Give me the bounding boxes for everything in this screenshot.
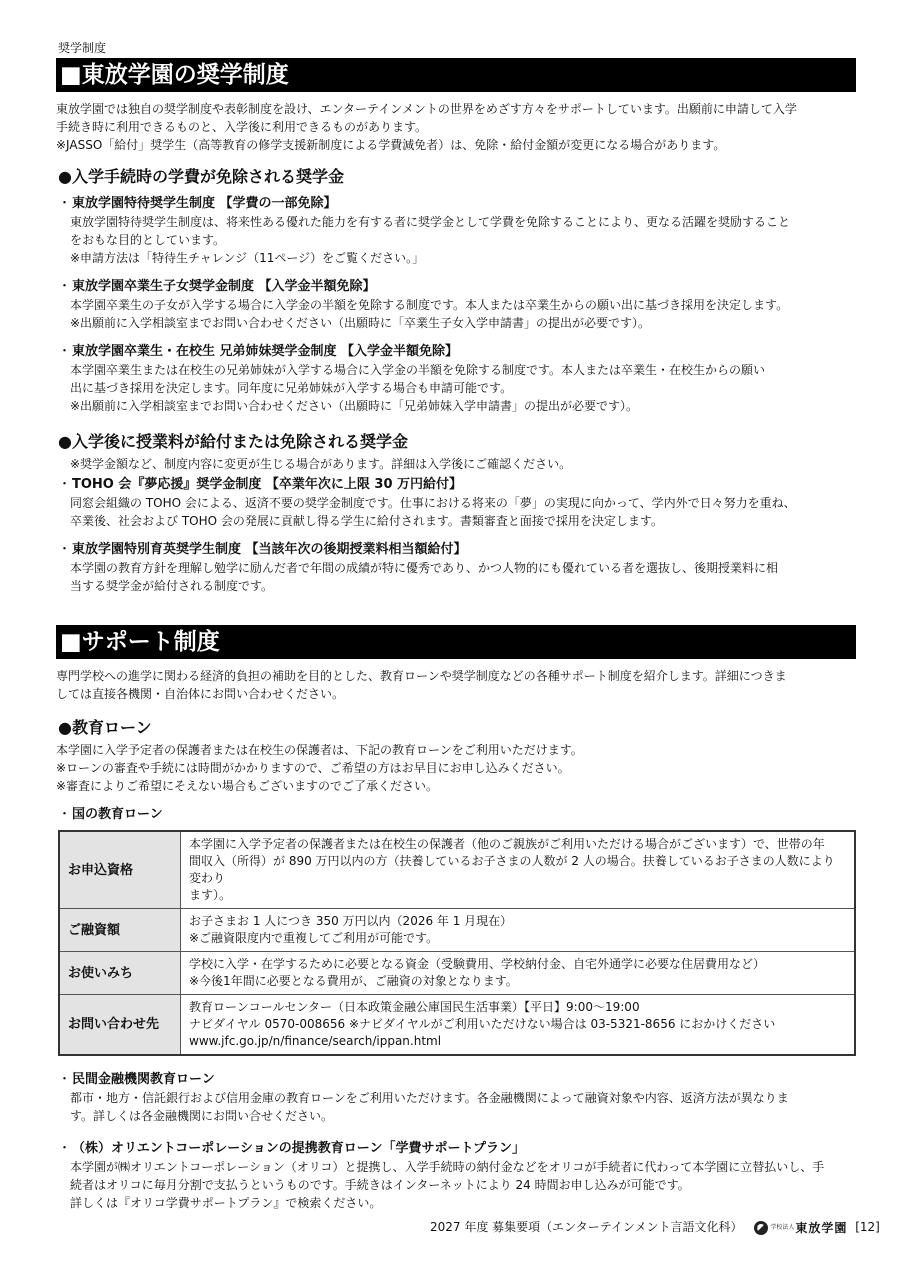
item-line: 本学園が㈱オリエントコーポレーション（オリコ）と提携し、入学手続時の納付金などをオリコが手続者に代わって本学園に立替払いし、手 bbox=[70, 1160, 825, 1174]
national-loan-table bbox=[58, 830, 856, 1056]
loan-intro-line: 本学園に入学予定者の保護者または在校生の保護者は、下記の教育ローンをご利用いただけます。 bbox=[56, 743, 583, 757]
item-body bbox=[56, 494, 856, 530]
item-body bbox=[56, 296, 856, 332]
item-line: 当する奨学金が給付される制度です。 bbox=[70, 579, 274, 593]
table-row bbox=[59, 995, 855, 1056]
item-line: 東放学園特待奨学生制度は、将来性ある優れた能力を有する者に奨学金として学費を免除することにより、更なる活躍を奨励すること bbox=[70, 215, 791, 229]
page-number: [12] bbox=[855, 1220, 880, 1234]
item-title: 東放学園卒業生子女奨学金制度 【入学金半額免除】 bbox=[72, 279, 376, 294]
running-head: 奨学制度 bbox=[58, 41, 107, 55]
scholarship-item bbox=[56, 342, 856, 415]
section2-intro bbox=[56, 667, 856, 703]
item-body bbox=[56, 213, 856, 267]
section1-intro bbox=[56, 100, 856, 154]
national-loan bbox=[56, 805, 856, 1056]
loan-item bbox=[56, 1139, 856, 1212]
item-line: 同窓会組織の TOHO 会による、返済不要の奨学金制度です。仕事における将来の「夢」の実現に向かって、学内外で日々努力を重ね、 bbox=[70, 496, 796, 510]
item-body bbox=[56, 1158, 856, 1212]
item-body bbox=[56, 1089, 856, 1125]
scholarship-item bbox=[56, 540, 856, 595]
school-logo-icon bbox=[754, 1221, 768, 1235]
loan-item bbox=[56, 1070, 856, 1125]
row-content: 教育ローンコールセンター（日本政策金融公庫国民生活事業）【平日】9:00～19:00 ナビダイヤル 0570-008656 ※ナビダイヤルがご利用いただけない場合は 03-5321-8656 におかけください www.jfc.go.jp/n/finance/search/ippan.html bbox=[181, 995, 856, 1056]
row-label: お使いみち bbox=[59, 952, 181, 995]
group2-note: ※奨学金額など、制度内容に変更が生じる場合があります。詳細は入学後にご確認ください。 bbox=[70, 457, 572, 471]
group1-heading: ●入学手続時の学費が免除される奨学金 bbox=[58, 167, 344, 186]
table-row bbox=[59, 952, 855, 995]
logo-small-text: 学校法人 bbox=[770, 1224, 795, 1231]
item-line: 出に基づき採用を決定します。同年度に兄弟姉妹が入学する場合も申請可能です。 bbox=[70, 381, 513, 395]
item-line: 続者はオリコに毎月分割で支払うというものです。手続きはインターネットにより 24 時間お申し込みが可能です。 bbox=[70, 1178, 690, 1192]
item-line: 本学園の教育方針を理解し勉学に励んだ者で年間の成績が特に優秀であり、かつ人物的にも優れている者を選抜し、後期授業料に相 bbox=[70, 561, 779, 575]
section-title-scholarship: ■東放学園の奨学制度 bbox=[56, 58, 856, 92]
loan-intro bbox=[56, 741, 856, 795]
item-line: 都市・地方・信託銀行および信用金庫の教育ローンをご利用いただけます。各金融機関によって融資対象や内容、返済方法が異なりま bbox=[70, 1091, 789, 1105]
item-body bbox=[56, 559, 856, 595]
intro-line: 専門学校への進学に関わる経済的負担の補助を目的とした、教育ローンや奨学制度などの各種サポート制度を紹介します。詳細につきま bbox=[56, 669, 787, 683]
scholarship-item bbox=[56, 194, 856, 267]
loan-heading: ●教育ローン bbox=[58, 718, 152, 737]
item-line: 本学園卒業生の子女が入学する場合に入学金の半額を免除する制度です。本人または卒業生からの願い出に基づき採用を決定します。 bbox=[70, 298, 789, 312]
loan-intro-note: ※審査によりご希望にそえない場合もございますのでご了承ください。 bbox=[56, 779, 439, 793]
row-content: 本学園に入学予定者の保護者または在校生の保護者（他のご親族がご利用いただける場合がございます）で、世帯の年 間収入（所得）が 890 万円以内の方（扶養しているお子さまの人数が 2 人の場合。扶養しているお子さまの人数により変わり ます）。 bbox=[181, 831, 856, 909]
footer bbox=[430, 1218, 880, 1237]
bullet-icon: ・ bbox=[58, 542, 72, 557]
bullet-icon: ・ bbox=[58, 344, 72, 359]
row-content: 学校に入学・在学するために必要となる資金（受験費用、学校納付金、自宅外通学に必要な住居費用など） ※今後1年間に必要となる費用が、ご融資の対象となります。 bbox=[181, 952, 856, 995]
bullet-icon: ・ bbox=[58, 196, 72, 211]
scholarship-item bbox=[56, 475, 856, 530]
bullet-icon: ・ bbox=[58, 807, 72, 822]
item-note: ※出願前に入学相談室までお問い合わせください（出願時に「卒業生子女入学申請書」の提出が必要です）。 bbox=[70, 316, 651, 330]
item-title: （株）オリエントコーポレーションの提携教育ローン「学費サポートプラン」 bbox=[72, 1141, 526, 1156]
footer-text: 2027 年度 募集要項（エンターテインメント言語文化科） bbox=[430, 1220, 743, 1234]
intro-note: ※JASSO「給付」奨学生（高等教育の修学支援新制度による学費減免者）は、免除・給付金額が変更になる場合があります。 bbox=[56, 138, 726, 152]
table-row bbox=[59, 831, 855, 909]
item-body bbox=[56, 361, 856, 415]
row-label: ご融資額 bbox=[59, 909, 181, 952]
page bbox=[56, 40, 856, 1212]
item-title: 国の教育ローン bbox=[72, 807, 163, 822]
item-note: ※出願前に入学相談室までお問い合わせください（出願時に「兄弟姉妹入学申請書」の提出が必要です）。 bbox=[70, 399, 639, 413]
intro-line: 東放学園では独自の奨学制度や表彰制度を設け、エンターテインメントの世界をめざす方々をサポートしています。出願前に申請して入学 bbox=[56, 102, 797, 116]
item-line: す。詳しくは各金融機関にお問い合せください。 bbox=[70, 1109, 334, 1123]
bullet-icon: ・ bbox=[58, 279, 72, 294]
row-content: お子さまお 1 人につき 350 万円以内（2026 年 1 月現在） ※ご融資限度内で重複してご利用が可能です。 bbox=[181, 909, 856, 952]
item-line: をおもな目的としています。 bbox=[70, 233, 226, 247]
scholarship-item bbox=[56, 277, 856, 332]
item-title: 東放学園特別育英奨学生制度 【当該年次の後期授業料相当額給付】 bbox=[72, 542, 467, 557]
row-label: お問い合わせ先 bbox=[59, 995, 181, 1056]
loan-url: www.jfc.go.jp/n/finance/search/ippan.html bbox=[189, 1034, 442, 1048]
loan-intro-note: ※ローンの審査や手続には時間がかかりますので、ご希望の方はお早目にお申し込みください。 bbox=[56, 761, 570, 775]
logo-text: 東放学園 bbox=[795, 1220, 848, 1235]
section-title-support: ■サポート制度 bbox=[56, 625, 856, 659]
intro-line: 手続き時に利用できるものと、入学後に利用できるものがあります。 bbox=[56, 120, 428, 134]
intro-line: しては直接各機関・自治体にお問い合わせください。 bbox=[56, 687, 345, 701]
item-line: 卒業後、社会および TOHO 会の発展に貢献し得る学生に給付されます。書類審査と面接で採用を決定します。 bbox=[70, 514, 663, 528]
bullet-icon: ・ bbox=[58, 1141, 72, 1156]
item-title: 民間金融機関教育ローン bbox=[72, 1072, 215, 1087]
table-row bbox=[59, 909, 855, 952]
row-label: お申込資格 bbox=[59, 831, 181, 909]
item-line: 詳しくは『オリコ学費サポートプラン』で検索ください。 bbox=[70, 1196, 382, 1210]
item-title: 東放学園特待奨学生制度 【学費の一部免除】 bbox=[72, 196, 337, 211]
item-line: 本学園卒業生または在校生の兄弟姉妹が入学する場合に入学金の半額を免除する制度です。本人または卒業生・在校生からの願い bbox=[70, 363, 766, 377]
item-title: 東放学園卒業生・在校生 兄弟姉妹奨学金制度 【入学金半額免除】 bbox=[72, 344, 459, 359]
item-title: TOHO 会『夢応援』奨学金制度 【卒業年次に上限 30 万円給付】 bbox=[72, 477, 463, 492]
bullet-icon: ・ bbox=[58, 477, 72, 492]
bullet-icon: ・ bbox=[58, 1072, 72, 1087]
group2-heading: ●入学後に授業料が給付または免除される奨学金 bbox=[58, 432, 408, 451]
school-logo bbox=[754, 1219, 847, 1237]
item-note: ※申請方法は「特待生チャレンジ（11ページ）をご覧ください。」 bbox=[70, 251, 425, 265]
